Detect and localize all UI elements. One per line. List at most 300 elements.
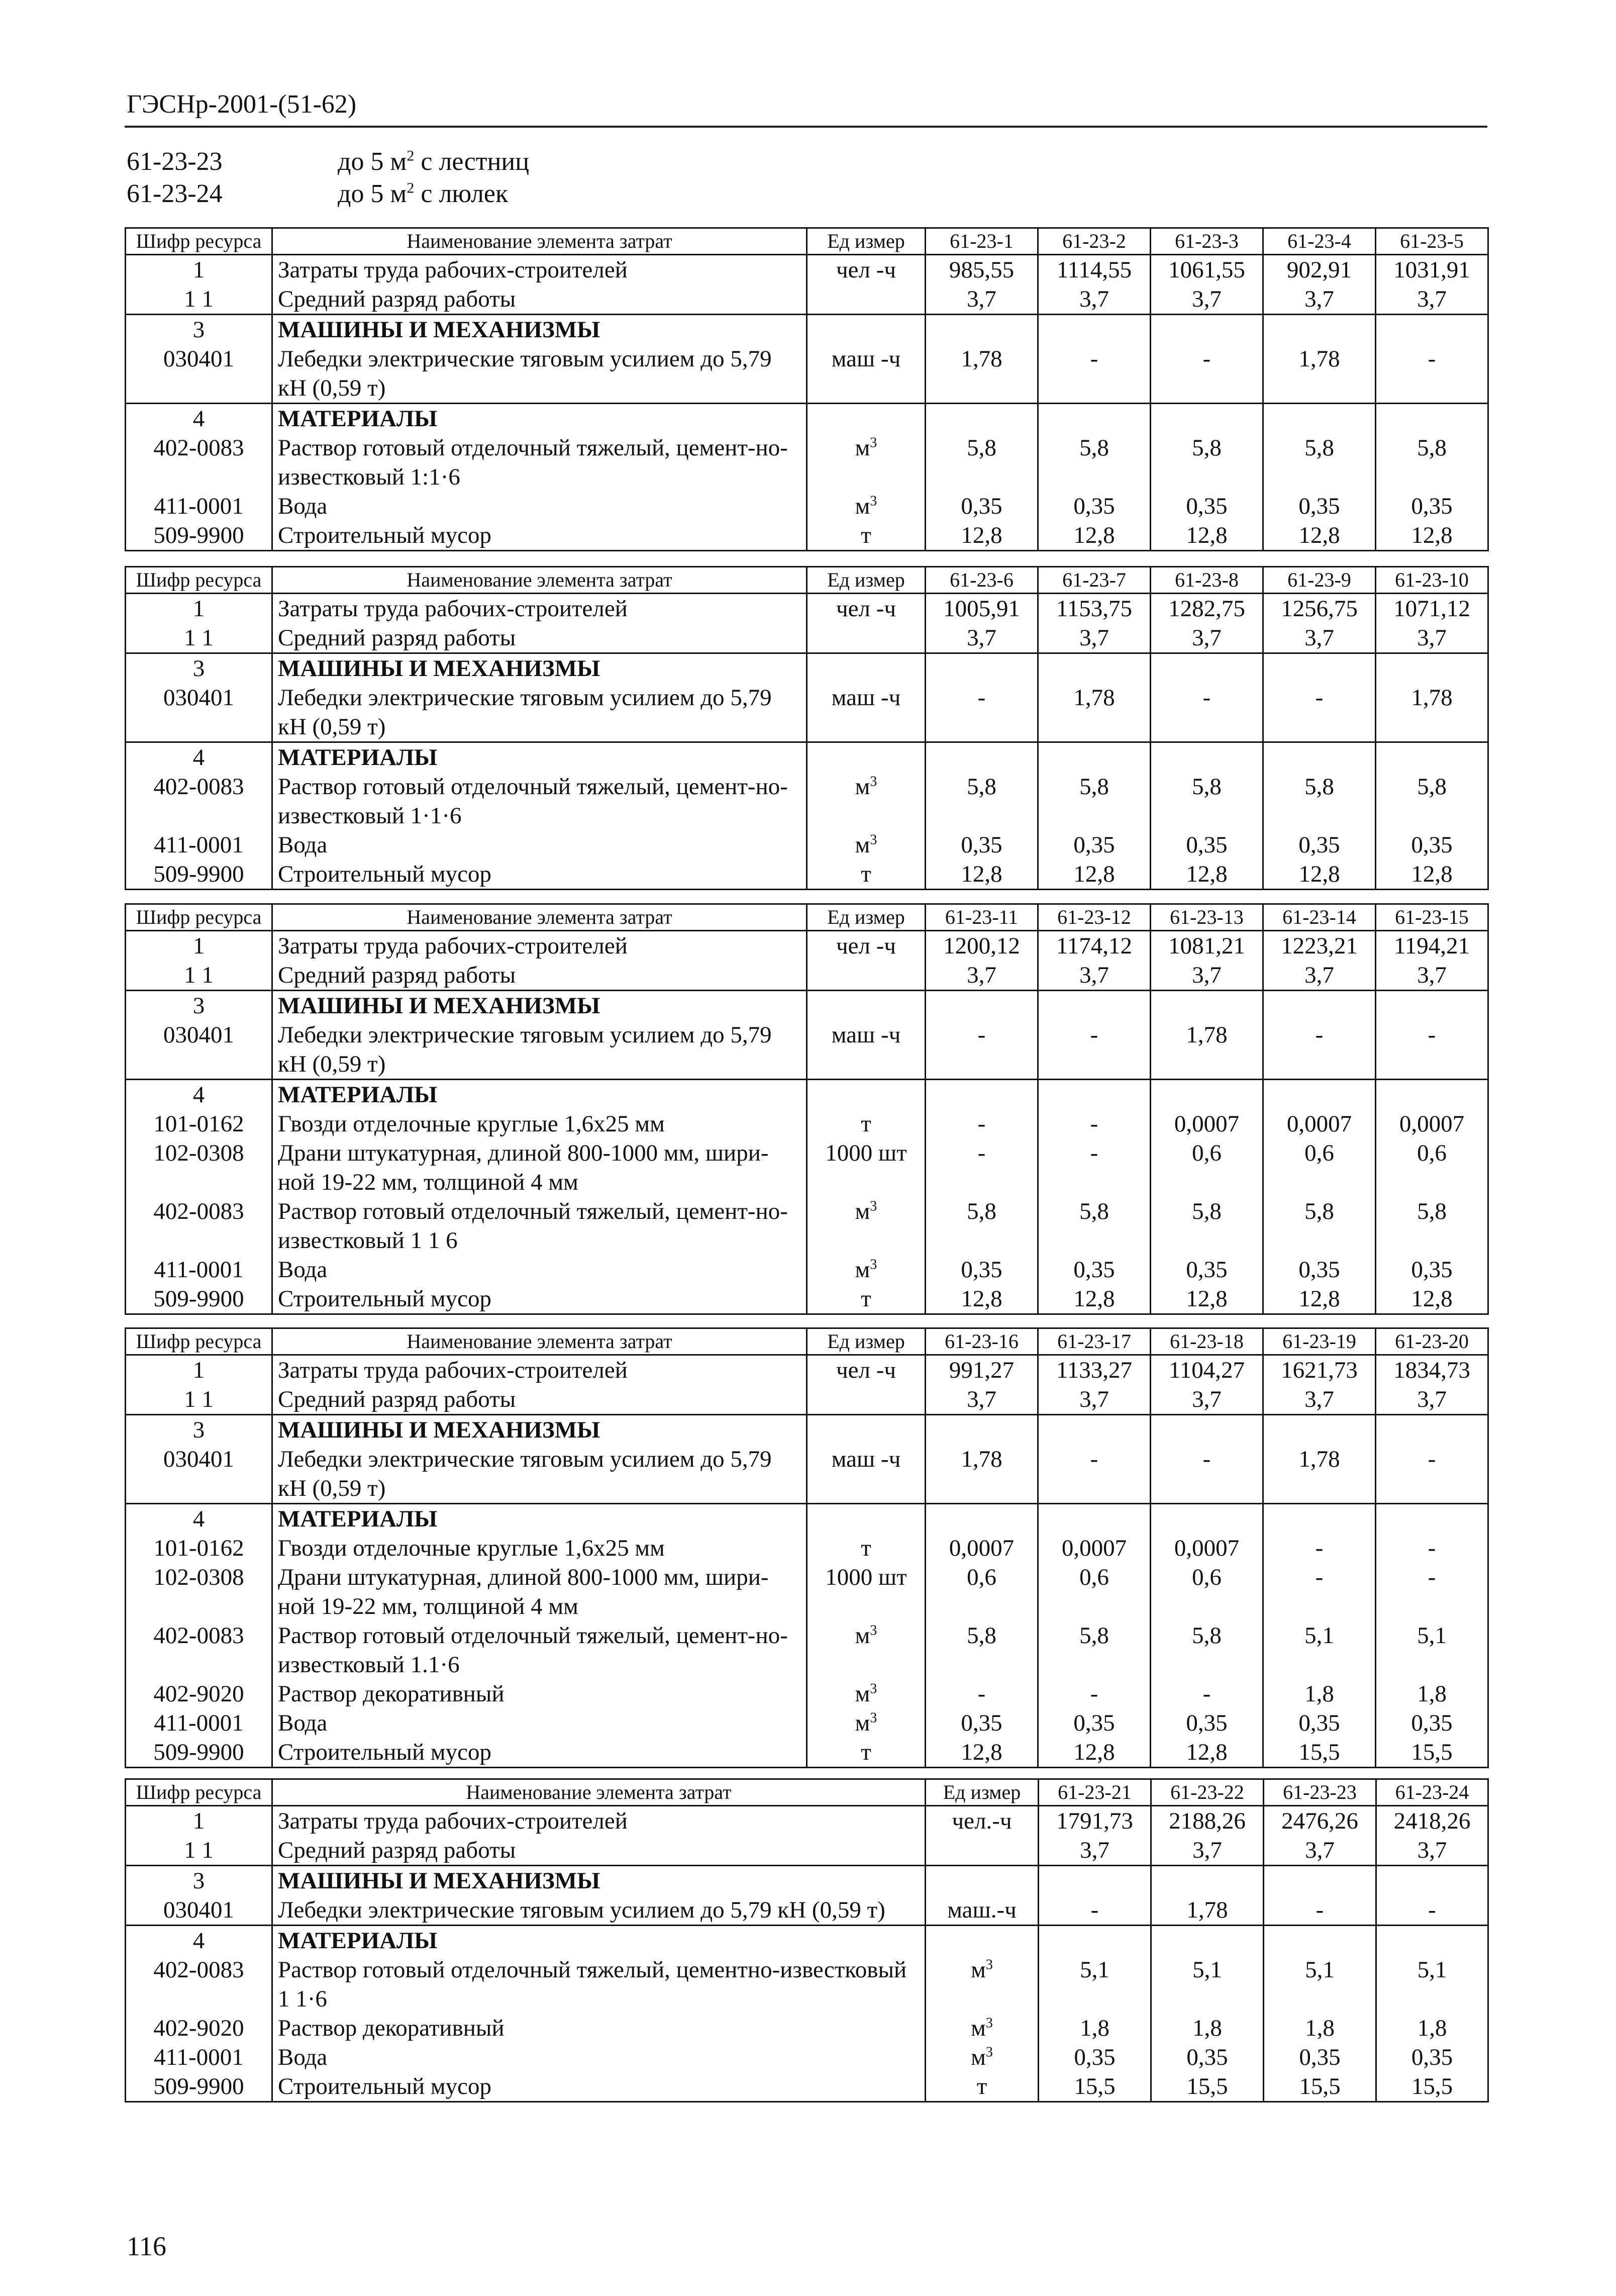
header-code: Шифр ресурса <box>126 228 272 255</box>
resource-code: 030401 <box>126 344 272 404</box>
header-norm-code: 61-23-11 <box>926 904 1038 931</box>
table-row <box>126 1255 1488 1284</box>
norm-value: 5,8 <box>1038 772 1151 830</box>
resource-code: 1 1 <box>126 1836 272 1866</box>
cost-element-name: Гвозди отделочные круглые 1,6х25 мм <box>272 1109 807 1138</box>
unit-cell: $м^3$ <box>807 433 926 492</box>
unit-cell: $м^3$ <box>926 2043 1039 2072</box>
norm-value: 5,8 <box>1151 1621 1263 1679</box>
norm-value: 5,8 <box>926 1197 1038 1255</box>
norm-value: - <box>1263 1020 1376 1080</box>
norm-value: 3,7 <box>1151 1385 1263 1415</box>
header-norm-code: 61-23-15 <box>1376 904 1488 931</box>
norm-value: 0,6 <box>926 1563 1038 1621</box>
table-row <box>126 404 1488 434</box>
norm-value <box>1038 653 1151 684</box>
norm-value <box>1264 1866 1376 1896</box>
unit-cell <box>926 1926 1039 1956</box>
header-norm-code: 61-23-20 <box>1376 1328 1488 1355</box>
norm-value: 1282,75 <box>1151 594 1263 624</box>
norm-value <box>1038 991 1151 1021</box>
norm-value: - <box>1038 344 1151 404</box>
norm-value: - <box>1151 344 1263 404</box>
table-header-row <box>126 1779 1488 1806</box>
norm-value: 0,35 <box>926 492 1038 521</box>
norm-value: 5,8 <box>1151 772 1263 830</box>
unit-cell: $м^3$ <box>807 1197 926 1255</box>
table-header-row <box>126 228 1488 255</box>
resource-code: 1 <box>126 1806 272 1836</box>
document-header: ГЭСНр-2001-(51-62) <box>127 90 357 119</box>
norm-value: 1,78 <box>1263 344 1376 404</box>
norm-value <box>926 1504 1038 1534</box>
norm-value: 0,0007 <box>1151 1534 1263 1563</box>
section-title: МАШИНЫ И МЕХАНИЗМЫ <box>272 1866 926 1896</box>
cost-element-name: Затраты труда рабочих-строителей <box>272 931 807 961</box>
resource-code: 4 <box>126 1080 272 1110</box>
cost-element-name: Раствор готовый отделочный тяжелый, цемент-но-известковый 1.1·6 <box>272 1621 807 1679</box>
table-row <box>126 1806 1488 1836</box>
norm-value: 15,5 <box>1263 1738 1376 1768</box>
norm-value: 5,8 <box>1151 1197 1263 1255</box>
resource-code: 1 <box>126 1355 272 1385</box>
norm-value: 1153,75 <box>1038 594 1151 624</box>
unit-cell: т <box>807 1284 926 1314</box>
header-norm-code: 61-23-10 <box>1376 567 1488 594</box>
norm-value: 0,35 <box>926 830 1038 859</box>
norm-value: 0,35 <box>1376 1708 1488 1738</box>
table-row <box>126 1679 1488 1708</box>
norm-value <box>926 1080 1038 1110</box>
norm-value: 5,8 <box>1038 433 1151 492</box>
cost-element-name: Лебедки электрические тяговым усилием до 5,79 кН (0,59 т) <box>272 1445 807 1504</box>
norm-value: 1,78 <box>1151 1020 1263 1080</box>
cost-element-name: Лебедки электрические тяговым усилием до 5,79 кН (0,59 т) <box>272 683 807 742</box>
table-row <box>126 653 1488 684</box>
resource-code: 509-9900 <box>126 859 272 890</box>
norm-value: 0,35 <box>1376 492 1488 521</box>
resource-code: 1 1 <box>126 623 272 653</box>
norm-value: 12,8 <box>926 859 1038 890</box>
resource-code: 4 <box>126 1504 272 1534</box>
norm-value: 12,8 <box>926 1738 1038 1768</box>
table-row <box>126 2014 1488 2043</box>
norm-value: 1104,27 <box>1151 1355 1263 1385</box>
header-norm-code: 61-23-2 <box>1038 228 1151 255</box>
table-row <box>126 1621 1488 1679</box>
unit-cell <box>926 1866 1039 1896</box>
resource-code: 1 1 <box>126 284 272 315</box>
norm-value: - <box>926 1109 1038 1138</box>
unit-cell: маш -ч <box>807 683 926 742</box>
cost-table <box>125 566 1489 890</box>
norm-value: 3,7 <box>1151 961 1263 991</box>
norm-value: 0,6 <box>1376 1138 1488 1197</box>
norm-value: - <box>926 1679 1038 1708</box>
table-row <box>126 859 1488 890</box>
norm-value: 3,7 <box>1263 284 1376 315</box>
norm-value: 3,7 <box>926 623 1038 653</box>
table-row <box>126 1895 1488 1926</box>
unit-cell <box>807 742 926 773</box>
norm-value <box>1038 1415 1151 1445</box>
norm-value: 5,8 <box>1376 1197 1488 1255</box>
norm-value: 5,1 <box>1376 1955 1488 2014</box>
norm-value: 902,91 <box>1263 255 1376 285</box>
unit-cell: т <box>807 521 926 551</box>
table-header-row <box>126 567 1488 594</box>
section-title: МАШИНЫ И МЕХАНИЗМЫ <box>272 1415 807 1445</box>
unit-cell: 1000 шт <box>807 1563 926 1621</box>
unit-cell: $м^3$ <box>807 492 926 521</box>
norm-value: 0,0007 <box>926 1534 1038 1563</box>
norm-value: 1,8 <box>1151 2014 1264 2043</box>
norm-value <box>1151 315 1263 345</box>
cost-element-name: Драни штукатурная, длиной 800-1000 мм, шири-ной 19-22 мм, толщиной 4 мм <box>272 1138 807 1197</box>
norm-value: 0,35 <box>1038 1708 1151 1738</box>
resource-code: 402-0083 <box>126 772 272 830</box>
norm-value: 5,1 <box>1151 1955 1264 2014</box>
resource-code: 101-0162 <box>126 1534 272 1563</box>
cost-element-name: Раствор готовый отделочный тяжелый, цементно-известковый 1 1·6 <box>272 1955 926 2014</box>
header-unit: Ед измер <box>926 1779 1039 1806</box>
table-row <box>126 1504 1488 1534</box>
norm-value: 5,8 <box>1376 433 1488 492</box>
norm-value: 1114,55 <box>1038 255 1151 285</box>
norm-value: 1,8 <box>1376 1679 1488 1708</box>
header-norm-code: 61-23-9 <box>1263 567 1376 594</box>
cost-table <box>125 1778 1489 2102</box>
cost-element-name: Лебедки электрические тяговым усилием до 5,79 кН (0,59 т) <box>272 344 807 404</box>
norm-value: - <box>1376 344 1488 404</box>
norm-value <box>1151 1504 1263 1534</box>
resource-code: 411-0001 <box>126 1708 272 1738</box>
cost-element-name: Средний разряд работы <box>272 284 807 315</box>
norm-value <box>1263 404 1376 434</box>
table-row <box>126 991 1488 1021</box>
header-name: Наименование элемента затрат <box>272 1779 926 1806</box>
norm-value: 1133,27 <box>1038 1355 1151 1385</box>
norm-value: 3,7 <box>1264 1836 1376 1866</box>
norm-value: - <box>1263 683 1376 742</box>
norm-value: 5,1 <box>1264 1955 1376 2014</box>
norm-value: 1174,12 <box>1038 931 1151 961</box>
norm-value: - <box>1038 1138 1151 1197</box>
section-title: МАТЕРИАЛЫ <box>272 742 807 773</box>
subtitle-text: до 5 $м^2$ с лестниц <box>338 147 530 176</box>
norm-value: 0,35 <box>1263 492 1376 521</box>
norm-value <box>1263 991 1376 1021</box>
norm-value: - <box>1263 1563 1376 1621</box>
resource-code: 411-0001 <box>126 492 272 521</box>
norm-value <box>1038 404 1151 434</box>
table-row <box>126 1197 1488 1255</box>
resource-code: 1 <box>126 594 272 624</box>
table-row <box>126 683 1488 742</box>
norm-value: 15,5 <box>1264 2072 1376 2102</box>
norm-value: 3,7 <box>1376 1385 1488 1415</box>
section-title: МАШИНЫ И МЕХАНИЗМЫ <box>272 991 807 1021</box>
norm-value: 0,35 <box>1151 1255 1263 1284</box>
norm-value: 5,8 <box>1038 1621 1151 1679</box>
norm-value: 0,0007 <box>1263 1109 1376 1138</box>
norm-value <box>1038 315 1151 345</box>
norm-value: 1256,75 <box>1263 594 1376 624</box>
norm-value <box>1264 1926 1376 1956</box>
norm-value: 3,7 <box>1038 1385 1151 1415</box>
resource-code: 1 1 <box>126 1385 272 1415</box>
norm-value: 2476,26 <box>1264 1806 1376 1836</box>
unit-cell: т <box>926 2072 1039 2102</box>
norm-value: 12,8 <box>926 1284 1038 1314</box>
norm-value: - <box>1263 1534 1376 1563</box>
unit-cell: $м^3$ <box>807 1708 926 1738</box>
norm-value <box>1376 1926 1488 1956</box>
unit-cell: т <box>807 1534 926 1563</box>
unit-cell: маш -ч <box>807 344 926 404</box>
norm-value: 3,7 <box>1376 623 1488 653</box>
norm-value: 991,27 <box>926 1355 1038 1385</box>
norm-value: 5,8 <box>926 1621 1038 1679</box>
resource-code: 411-0001 <box>126 830 272 859</box>
norm-value: 12,8 <box>1151 859 1263 890</box>
norm-value: - <box>926 683 1038 742</box>
norm-value: 1200,12 <box>926 931 1038 961</box>
header-norm-code: 61-23-14 <box>1263 904 1376 931</box>
cost-element-name: Средний разряд работы <box>272 1385 807 1415</box>
resource-code: 102-0308 <box>126 1138 272 1197</box>
norm-value <box>1151 1415 1263 1445</box>
norm-value: 0,35 <box>926 1708 1038 1738</box>
norm-value: 3,7 <box>1038 961 1151 991</box>
norm-value <box>1263 742 1376 773</box>
table-row <box>126 344 1488 404</box>
table-row <box>126 2072 1488 2102</box>
resource-code: 402-9020 <box>126 2014 272 2043</box>
norm-value <box>1151 1926 1264 1956</box>
table-row <box>126 1836 1488 1866</box>
cost-element-name: Строительный мусор <box>272 859 807 890</box>
header-unit: Ед измер <box>807 228 926 255</box>
unit-cell: чел -ч <box>807 594 926 624</box>
table-row <box>126 1955 1488 2014</box>
unit-cell: $м^3$ <box>807 1679 926 1708</box>
norm-value: 1223,21 <box>1263 931 1376 961</box>
header-name: Наименование элемента затрат <box>272 567 807 594</box>
cost-element-name: Раствор готовый отделочный тяжелый, цемент-но-известковый 1·1·6 <box>272 772 807 830</box>
table-row <box>126 1355 1488 1385</box>
norm-value: 1005,91 <box>926 594 1038 624</box>
unit-cell: чел -ч <box>807 1355 926 1385</box>
norm-value: 5,8 <box>1376 772 1488 830</box>
norm-value: 0,35 <box>1263 1255 1376 1284</box>
norm-value <box>1376 315 1488 345</box>
table-row <box>126 1415 1488 1445</box>
norm-value: 0,0007 <box>1376 1109 1488 1138</box>
resource-code: 3 <box>126 1415 272 1445</box>
norm-value: 5,8 <box>926 772 1038 830</box>
norm-value: 5,8 <box>1263 1197 1376 1255</box>
cost-element-name: Строительный мусор <box>272 1738 807 1768</box>
header-norm-code: 61-23-7 <box>1038 567 1151 594</box>
table-row <box>126 742 1488 773</box>
resource-code: 402-0083 <box>126 1197 272 1255</box>
unit-cell: т <box>807 1738 926 1768</box>
norm-value: - <box>1376 1563 1488 1621</box>
unit-cell: 1000 шт <box>807 1138 926 1197</box>
norm-value <box>926 653 1038 684</box>
table-row <box>126 1385 1488 1415</box>
norm-value: 1,78 <box>926 1445 1038 1504</box>
norm-value <box>1376 653 1488 684</box>
norm-value: 5,1 <box>1263 1621 1376 1679</box>
unit-cell <box>807 284 926 315</box>
norm-value: 3,7 <box>1376 1836 1488 1866</box>
table-row <box>126 931 1488 961</box>
norm-value: 15,5 <box>1376 2072 1488 2102</box>
unit-cell: $м^3$ <box>926 2014 1039 2043</box>
norm-value: 0,35 <box>1038 492 1151 521</box>
norm-value <box>1263 1080 1376 1110</box>
norm-value: - <box>1376 1445 1488 1504</box>
norm-value: 3,7 <box>926 1385 1038 1415</box>
table-row <box>126 1138 1488 1197</box>
subtitle-text: до 5 $м^2$ с люлек <box>338 179 509 208</box>
norm-value: 12,8 <box>926 521 1038 551</box>
cost-element-name: Лебедки электрические тяговым усилием до 5,79 кН (0,59 т) <box>272 1020 807 1080</box>
table-row <box>126 1020 1488 1080</box>
norm-value: - <box>1038 1020 1151 1080</box>
cost-element-name: Вода <box>272 830 807 859</box>
resource-code: 1 <box>126 255 272 285</box>
cost-element-name: Строительный мусор <box>272 521 807 551</box>
unit-cell: маш -ч <box>807 1020 926 1080</box>
norm-value: - <box>1038 1109 1151 1138</box>
norm-value <box>926 742 1038 773</box>
cost-table <box>125 1327 1489 1768</box>
unit-cell <box>807 991 926 1021</box>
cost-element-name: Вода <box>272 1708 807 1738</box>
norm-value <box>1151 991 1263 1021</box>
cost-table <box>125 903 1489 1315</box>
norm-value: 1081,21 <box>1151 931 1263 961</box>
resource-code: 509-9900 <box>126 2072 272 2102</box>
header-norm-code: 61-23-18 <box>1151 1328 1263 1355</box>
norm-value: 12,8 <box>1038 1284 1151 1314</box>
header-name: Наименование элемента затрат <box>272 904 807 931</box>
norm-value: 3,7 <box>1038 284 1151 315</box>
norm-value: 0,0007 <box>1038 1534 1151 1563</box>
header-norm-code: 61-23-21 <box>1039 1779 1151 1806</box>
table-row <box>126 433 1488 492</box>
norm-value: 1,78 <box>1151 1895 1264 1926</box>
norm-value: 0,35 <box>1039 2043 1151 2072</box>
resource-code: 030401 <box>126 1445 272 1504</box>
norm-value: 12,8 <box>1151 521 1263 551</box>
norm-value: 985,55 <box>926 255 1038 285</box>
table-row <box>126 1445 1488 1504</box>
norm-value <box>1151 742 1263 773</box>
table-row <box>126 1109 1488 1138</box>
unit-cell <box>807 1385 926 1415</box>
norm-value <box>1263 1415 1376 1445</box>
norm-value <box>926 991 1038 1021</box>
norm-value <box>1151 1080 1263 1110</box>
header-norm-code: 61-23-3 <box>1151 228 1263 255</box>
norm-value: 3,7 <box>1263 961 1376 991</box>
norm-value: 5,8 <box>1151 433 1263 492</box>
unit-cell: $м^3$ <box>807 1255 926 1284</box>
table-row <box>126 772 1488 830</box>
norm-value <box>1263 1504 1376 1534</box>
norm-value: 1834,73 <box>1376 1355 1488 1385</box>
header-code: Шифр ресурса <box>126 567 272 594</box>
header-rule <box>125 126 1487 128</box>
norm-value: 3,7 <box>1151 623 1263 653</box>
norm-value: 15,5 <box>1039 2072 1151 2102</box>
unit-cell: чел -ч <box>807 931 926 961</box>
norm-value: 3,7 <box>1038 623 1151 653</box>
table-row <box>126 521 1488 551</box>
cost-element-name: Раствор готовый отделочный тяжелый, цемент-но-известковый 1:1·6 <box>272 433 807 492</box>
norm-value: 15,5 <box>1151 2072 1264 2102</box>
norm-value <box>1263 653 1376 684</box>
resource-code: 030401 <box>126 683 272 742</box>
norm-value: 3,7 <box>1151 284 1263 315</box>
resource-code: 402-0083 <box>126 1621 272 1679</box>
header-norm-code: 61-23-19 <box>1263 1328 1376 1355</box>
cost-element-name: Средний разряд работы <box>272 961 807 991</box>
resource-code: 3 <box>126 1866 272 1896</box>
unit-cell: т <box>807 1109 926 1138</box>
cost-element-name: Средний разряд работы <box>272 1836 926 1866</box>
cost-element-name: Строительный мусор <box>272 1284 807 1314</box>
unit-cell <box>807 1504 926 1534</box>
norm-value: 1,8 <box>1039 2014 1151 2043</box>
header-norm-code: 61-23-1 <box>926 228 1038 255</box>
unit-cell: маш -ч <box>807 1445 926 1504</box>
norm-value: 0,35 <box>1263 830 1376 859</box>
norm-value: 3,7 <box>926 284 1038 315</box>
norm-value <box>1038 1080 1151 1110</box>
norm-value <box>926 1415 1038 1445</box>
norm-value <box>1376 1504 1488 1534</box>
norm-value: 0,35 <box>1376 1255 1488 1284</box>
section-title: МАТЕРИАЛЫ <box>272 404 807 434</box>
unit-cell <box>807 404 926 434</box>
norm-value: 12,8 <box>1038 859 1151 890</box>
norm-value: 0,35 <box>1151 1708 1263 1738</box>
subtitle-code: 61-23-23 <box>127 147 223 176</box>
norm-value: 15,5 <box>1376 1738 1488 1768</box>
norm-value <box>1376 742 1488 773</box>
unit-cell <box>807 315 926 345</box>
norm-value: 0,35 <box>1264 2043 1376 2072</box>
norm-value: 3,7 <box>1263 623 1376 653</box>
unit-cell: $м^3$ <box>807 1621 926 1679</box>
header-norm-code: 61-23-13 <box>1151 904 1263 931</box>
norm-value: - <box>1038 1679 1151 1708</box>
norm-value: 1061,55 <box>1151 255 1263 285</box>
norm-value: 12,8 <box>1376 859 1488 890</box>
header-norm-code: 61-23-16 <box>926 1328 1038 1355</box>
table-row <box>126 1534 1488 1563</box>
cost-element-name: Затраты труда рабочих-строителей <box>272 255 807 285</box>
cost-element-name: Гвозди отделочные круглые 1,6х25 мм <box>272 1534 807 1563</box>
norm-value: 0,35 <box>1038 1255 1151 1284</box>
unit-cell <box>807 623 926 653</box>
norm-value: 1,78 <box>1376 683 1488 742</box>
